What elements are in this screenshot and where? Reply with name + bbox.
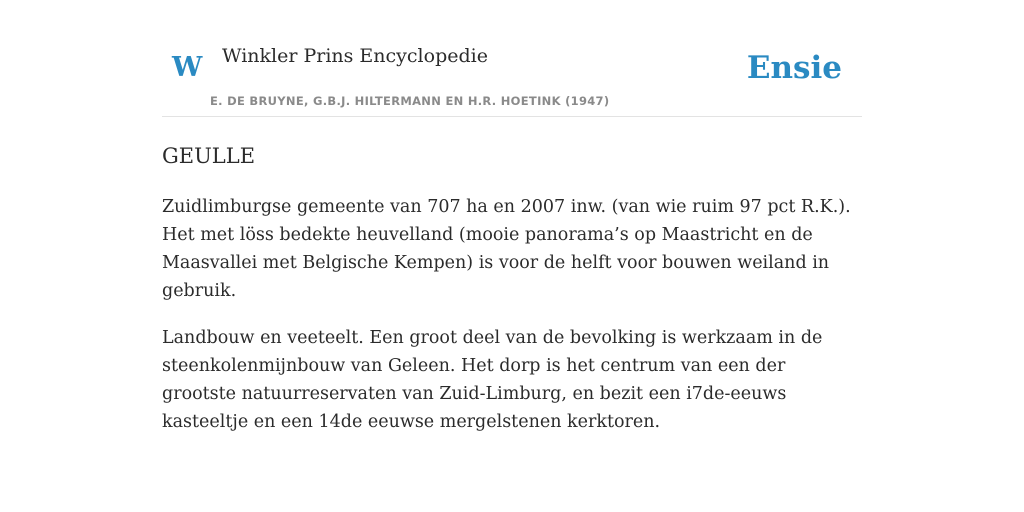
source-header	[162, 0, 862, 117]
article-paragraph-1: Zuidlimburgse gemeente van 707 ha en 2007 inw. (van wie ruim 97 pct R.K.). Het met löss bedekte heuvelland (mooie panorama’s op Maastricht en de Maasvallei met Belgische Kempen) is voor de helft voor bouwen weiland in gebruik.	[162, 197, 851, 301]
ensie-logo-link[interactable]: Ensie	[746, 50, 842, 86]
article	[162, 143, 862, 436]
source-authors: E. DE BRUYNE, G.B.J. HILTERMANN EN H.R. HOETINK (1947)	[210, 94, 610, 108]
article-paragraph-2: Landbouw en veeteelt. Een groot deel van de bevolking is werkzaam in de steenkolenmijnbouw van Geleen. Het dorp is het centrum van een der grootste natuurreservaten van Zuid-Limburg, en bezit een i7de-eeuws kasteeltje en een 14de eeuwse mergelstenen kerktoren.	[162, 328, 823, 432]
page	[162, 0, 862, 436]
source-title-link[interactable]: Winkler Prins Encyclopedie	[222, 45, 488, 67]
source-logo[interactable]: W	[172, 52, 203, 83]
article-title: GEULLE	[162, 144, 256, 168]
